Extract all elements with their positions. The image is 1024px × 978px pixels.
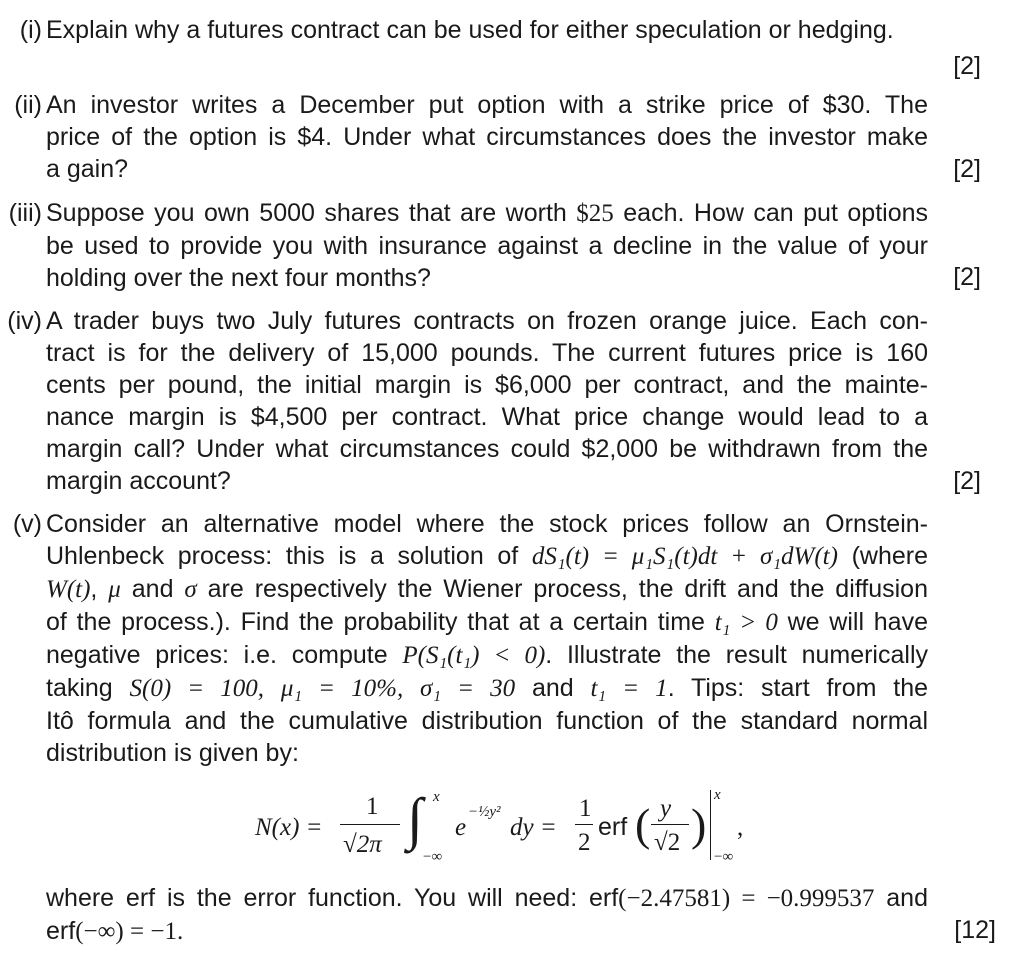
- share-price: $25: [576, 200, 614, 227]
- erf-infinity-value: (−∞) = −1.: [75, 918, 184, 945]
- text-line: holding over the next four months?: [46, 264, 431, 292]
- exp-base: e: [455, 814, 467, 841]
- right-paren: ): [691, 799, 707, 850]
- text-line: price of the option is $4. Under what circumstances does the investor make: [46, 123, 928, 151]
- left-paren: (: [635, 799, 651, 850]
- cdf-formula: [255, 786, 744, 868]
- eval-lower-limit: −∞: [714, 849, 734, 865]
- wiener-symbol: W(t): [46, 576, 91, 603]
- mu-symbol: μ: [108, 576, 121, 603]
- question-iv: [0, 305, 1024, 500]
- text-line: Consider an alternative model where the stock prices follow an Ornstein-: [46, 510, 928, 538]
- text-line: margin account?: [46, 467, 231, 495]
- text-line: a gain?: [46, 155, 129, 183]
- text-line: of the process.). Find the probability that at a certain time t₁ > 0 we will have: [46, 608, 928, 636]
- text-line: cents per pound, the initial margin is $6,000 per contract, and the mainte-: [46, 371, 928, 399]
- question-text: [46, 882, 928, 948]
- probability-expression: P(S₁(t₁) < 0): [402, 642, 546, 669]
- text-line: nance margin is $4,500 per contract. What price change would lead to a: [46, 403, 928, 431]
- marks-label: [12]: [954, 916, 996, 944]
- t1-value: t₁ = 1: [590, 675, 668, 702]
- s0-value: S(0) = 100,: [129, 675, 264, 702]
- question-number: (ii): [14, 91, 42, 119]
- formula-comma: ,: [737, 814, 744, 841]
- text-line: taking S(0) = 100, μ₁ = 10%, σ₁ = 30 and t₁ = 1. Tips: start from the: [46, 674, 929, 702]
- half-fraction-bar: [575, 824, 593, 825]
- question-number: (iv): [7, 307, 42, 335]
- text-line: margin call? Under what circumstances could $2,000 be withdrawn from the: [46, 435, 928, 463]
- half-denominator: 2: [578, 829, 591, 856]
- question-number: (i): [19, 16, 42, 44]
- text-line: distribution is given by:: [46, 739, 299, 767]
- time-condition: t₁ > 0: [714, 609, 778, 636]
- integral-sign: ∫: [407, 786, 423, 851]
- marks-label: [2]: [953, 467, 981, 495]
- erf-label: erf: [598, 813, 628, 841]
- text-line: W(t), μ and σ are respectively the Wiener process, the drift and the diffusion: [46, 575, 928, 603]
- erf-value: (−2.47581) = −0.999537: [618, 885, 875, 912]
- text-line: Itô formula and the cumulative distribution function of the standard normal: [46, 707, 928, 735]
- integral-lower-limit: −∞: [423, 849, 443, 865]
- erf-fraction-bar: [651, 824, 689, 825]
- question-text: [46, 305, 928, 497]
- text-line: Uhlenbeck process: this is a solution of dS₁(t) = μ₁S₁(t)dt + σ₁dW(t) (where: [46, 542, 928, 570]
- question-v-continued: [0, 882, 1024, 952]
- question-text: [46, 89, 928, 185]
- dy-term: dy =: [510, 814, 557, 841]
- text-line: Suppose you own 5000 shares that are worth $25 each. How can put options: [46, 199, 929, 227]
- sde-expression: dS₁(t) = μ₁S₁(t)dt + σ₁dW(t): [531, 543, 838, 570]
- question-v: [0, 508, 1024, 773]
- question-text: [46, 197, 928, 294]
- marks-label: [2]: [953, 263, 981, 291]
- sigma1-value: σ₁ = 30: [420, 675, 516, 702]
- mu1-value: μ₁ = 10%,: [280, 675, 404, 702]
- formula-lhs: N(x) =: [255, 814, 323, 841]
- text-line: tract is for the delivery of 15,000 pounds. The current futures price is 160: [46, 339, 928, 367]
- fraction-numerator: 1: [366, 793, 379, 820]
- question-number: (v): [12, 510, 42, 538]
- text-line: A trader buys two July futures contracts on frozen orange juice. Each con-: [46, 307, 928, 335]
- question-text: [46, 14, 946, 46]
- eval-upper-limit: x: [714, 787, 721, 803]
- evaluation-bar: [710, 790, 711, 860]
- erf-arg-denominator: √2: [654, 829, 681, 856]
- text-line: Explain why a futures contract can be used for either speculation or hedging.: [46, 16, 894, 44]
- question-ii: [0, 89, 1024, 189]
- question-iii: [0, 197, 1024, 297]
- fraction-bar: [340, 824, 400, 825]
- question-number: (iii): [8, 199, 42, 227]
- marks-label: [2]: [953, 155, 981, 183]
- half-numerator: 1: [579, 795, 592, 822]
- integral-upper-limit: x: [433, 789, 440, 805]
- text-line: erf(−∞) = −1.: [46, 917, 184, 945]
- exp-power: −½y²: [468, 804, 501, 820]
- question-text: [46, 508, 928, 769]
- fraction-denominator: √2π: [343, 831, 382, 858]
- erf-arg-numerator: y: [660, 795, 672, 822]
- question-i: [0, 14, 1024, 84]
- text-line: An investor writes a December put option with a strike price of $30. The: [46, 91, 928, 119]
- text-line: where erf is the error function. You will need: erf(−2.47581) = −0.999537 and: [46, 884, 928, 912]
- text-line: be used to provide you with insurance against a decline in the value of your: [46, 232, 928, 260]
- text-line: negative prices: i.e. compute P(S₁(t₁) < 0). Illustrate the result numerically: [46, 641, 928, 669]
- sigma-symbol: σ: [184, 576, 197, 603]
- marks-label: [2]: [953, 52, 981, 80]
